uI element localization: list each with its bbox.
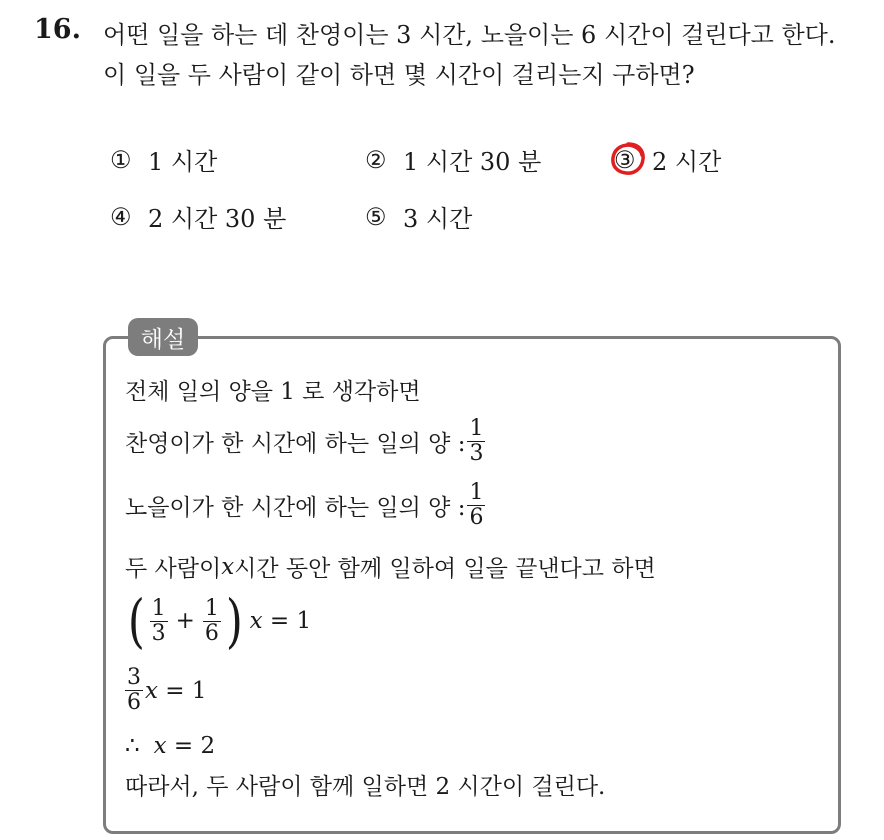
answer-circle-icon (608, 140, 648, 178)
option-mark: ① (110, 145, 132, 174)
solution-line-3: 노을이가 한 시간에 하는 일의 양 : $\frac{1}{6}$ (125, 480, 484, 530)
solution-box (103, 336, 841, 834)
question-line-2: 이 일을 두 사람이 같이 하면 몇 시간이 걸리는지 구하면? (103, 61, 695, 89)
option-text: 2 시간 (652, 148, 722, 176)
question-number: 16. (34, 14, 81, 45)
solution-line-4: 두 사람이 x 시간 동안 함께 일하여 일을 끝낸다고 하면 (125, 553, 656, 582)
option-1[interactable] (110, 142, 217, 177)
solution-line-2: 찬영이가 한 시간에 하는 일의 양 : $\frac{1}{3}$ (125, 416, 484, 466)
equation-2: $\frac{3}{6}$ x = 1 (127, 665, 207, 715)
option-text: 1 시간 (148, 148, 218, 176)
option-2[interactable] (365, 142, 541, 177)
solution-line-1: 전체 일의 양을 1 로 생각하면 (125, 379, 421, 405)
option-4[interactable] (110, 199, 286, 234)
option-mark: ⑤ (365, 202, 387, 231)
solution-conclusion: 따라서, 두 사람이 함께 일하면 2 시간이 걸린다. (125, 774, 606, 800)
option-text: 3 시간 (403, 205, 473, 233)
option-mark: ④ (110, 202, 132, 231)
equation-1: ( $\frac{1}{3}$ + $\frac{1}{6}$ ) x = 1 (127, 587, 312, 655)
option-mark: ② (365, 145, 387, 174)
question-line-1: 어떤 일을 하는 데 찬영이는 3 시간, 노을이는 6 시간이 걸린다고 한다. (103, 21, 836, 49)
solution-tab: 해설 (128, 318, 198, 356)
fraction-one-third: $\frac{1}{3}$ (469, 416, 484, 466)
option-text: 2 시간 30 분 (148, 205, 287, 233)
equation-3: ∴ x = 2 (125, 733, 216, 759)
selected-answer-mark: ③ (614, 146, 652, 174)
option-text: 1 시간 30 분 (403, 148, 542, 176)
option-5[interactable] (365, 199, 472, 234)
fraction-one-sixth: $\frac{1}{6}$ (469, 480, 484, 530)
option-3[interactable] (614, 142, 721, 177)
